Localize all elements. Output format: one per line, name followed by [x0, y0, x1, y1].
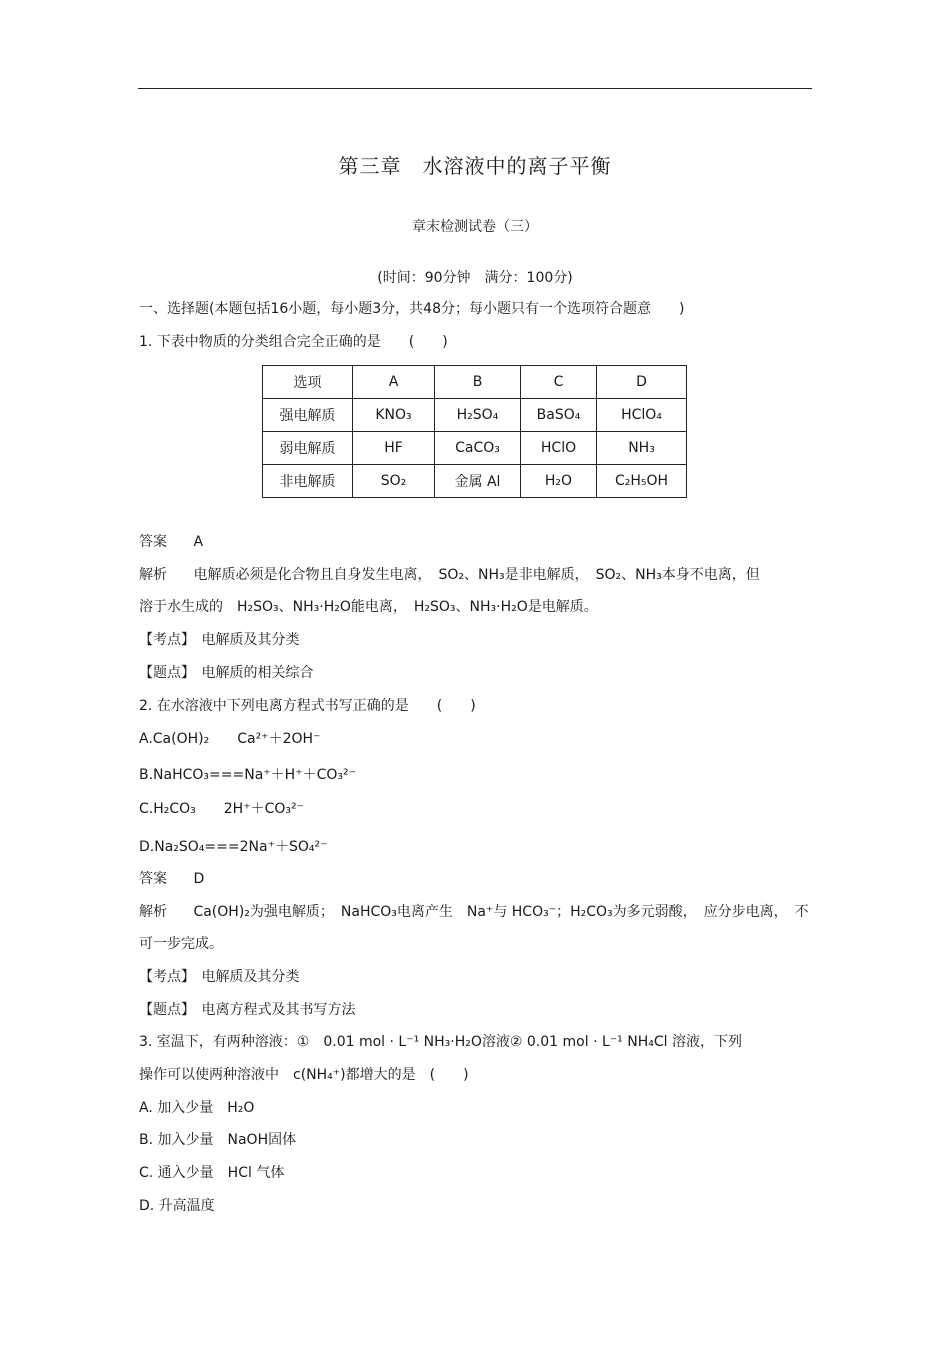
table-cell: H₂SO₄	[435, 399, 521, 432]
table-header-row	[263, 366, 687, 399]
q1-analysis-continued: 溶于水生成的 H₂SO₃、NH₃·H₂O能电离， H₂SO₃、NH₃·H₂O是电解质。	[139, 599, 598, 615]
q2-analysis	[139, 902, 809, 922]
analysis-text: Ca(OH)₂为强电解质； NaHCO₃电离产生 Na⁺与 HCO₃⁻；H₂CO₃为多元弱酸， 应分步电离， 不	[193, 904, 809, 920]
answer-label: 答案	[139, 534, 167, 550]
table-cell: KNO₃	[353, 399, 435, 432]
table-cell: 非电解质	[263, 465, 353, 498]
exam-meta: (时间：90分钟 满分：100分)	[377, 270, 573, 286]
q1-tidian	[139, 663, 313, 683]
analysis-label: 解析	[139, 904, 167, 920]
kaodian-text: 电解质及其分类	[201, 969, 300, 985]
table-cell: 选项	[263, 366, 353, 399]
q2-answer	[139, 869, 204, 889]
kaodian-text: 电解质及其分类	[201, 632, 300, 648]
table-cell: 强电解质	[263, 399, 353, 432]
table-cell: SO₂	[353, 465, 435, 498]
table-row	[263, 432, 687, 465]
header-rule	[138, 88, 812, 89]
table-cell: HF	[353, 432, 435, 465]
q3-stem-continued: 操作可以使两种溶液中 c(NH₄⁺)都增大的是 ( )	[139, 1067, 469, 1083]
table-cell: NH₃	[597, 432, 687, 465]
q2-tidian	[139, 1000, 355, 1020]
tidian-text: 电解质的相关综合	[201, 665, 314, 681]
answer-label: 答案	[139, 871, 167, 887]
q2-kaodian	[139, 967, 299, 987]
table-row	[263, 465, 687, 498]
q1-answer	[139, 532, 203, 552]
q2-option-a: A.Ca(OH)₂ Ca²⁺＋2OH⁻	[139, 731, 321, 747]
table-cell: 金属 Al	[435, 465, 521, 498]
q2-option-c: C.H₂CO₃ 2H⁺＋CO₃²⁻	[139, 801, 305, 817]
q3-option-c: C. 通入少量 HCl 气体	[139, 1165, 285, 1181]
answer-value: A	[193, 534, 204, 550]
table-cell: D	[597, 366, 687, 399]
q1-analysis	[139, 565, 760, 585]
section-heading: 一、选择题(本题包括16小题，每小题3分，共48分；每小题只有一个选项符合题意 )	[139, 301, 685, 317]
q2-option-b: B.NaHCO₃===Na⁺＋H⁺＋CO₃²⁻	[139, 767, 356, 783]
tidian-text: 电离方程式及其书写方法	[201, 1002, 356, 1018]
tidian-label: 【题点】	[139, 1002, 195, 1018]
q2-analysis-continued: 可一步完成。	[139, 936, 223, 952]
q2-option-d: D.Na₂SO₄===2Na⁺＋SO₄²⁻	[139, 839, 328, 855]
analysis-text: 电解质必须是化合物且自身发生电离， SO₂、NH₃是非电解质， SO₂、NH₃本身不电离，但	[193, 567, 760, 583]
q3-stem: 3. 室温下，有两种溶液：① 0.01 mol · L⁻¹ NH₃·H₂O溶液② 0.01 mol · L⁻¹ NH₄Cl 溶液，下列	[139, 1034, 742, 1050]
table-cell: BaSO₄	[521, 399, 597, 432]
q3-option-a: A. 加入少量 H₂O	[139, 1100, 255, 1116]
table-cell: H₂O	[521, 465, 597, 498]
table-cell: HClO₄	[597, 399, 687, 432]
q1-kaodian	[139, 630, 299, 650]
q2-stem: 2. 在水溶液中下列电离方程式书写正确的是 ( )	[139, 698, 476, 714]
table-cell: B	[435, 366, 521, 399]
chapter-title: 第三章 水溶液中的离子平衡	[338, 154, 612, 178]
table-cell: A	[353, 366, 435, 399]
table-cell: C	[521, 366, 597, 399]
q3-option-d: D. 升高温度	[139, 1198, 215, 1214]
kaodian-label: 【考点】	[139, 632, 195, 648]
table-cell: 弱电解质	[263, 432, 353, 465]
kaodian-label: 【考点】	[139, 969, 195, 985]
classification-table	[262, 365, 687, 498]
q1-stem: 1. 下表中物质的分类组合完全正确的是 ( )	[139, 334, 448, 350]
table-cell: C₂H₅OH	[597, 465, 687, 498]
analysis-label: 解析	[139, 567, 167, 583]
table-cell: CaCO₃	[435, 432, 521, 465]
table-row	[263, 399, 687, 432]
exam-subtitle: 章末检测试卷（三）	[412, 219, 538, 235]
table-cell: HClO	[521, 432, 597, 465]
q3-option-b: B. 加入少量 NaOH固体	[139, 1132, 297, 1148]
answer-value: D	[193, 871, 205, 887]
tidian-label: 【题点】	[139, 665, 195, 681]
